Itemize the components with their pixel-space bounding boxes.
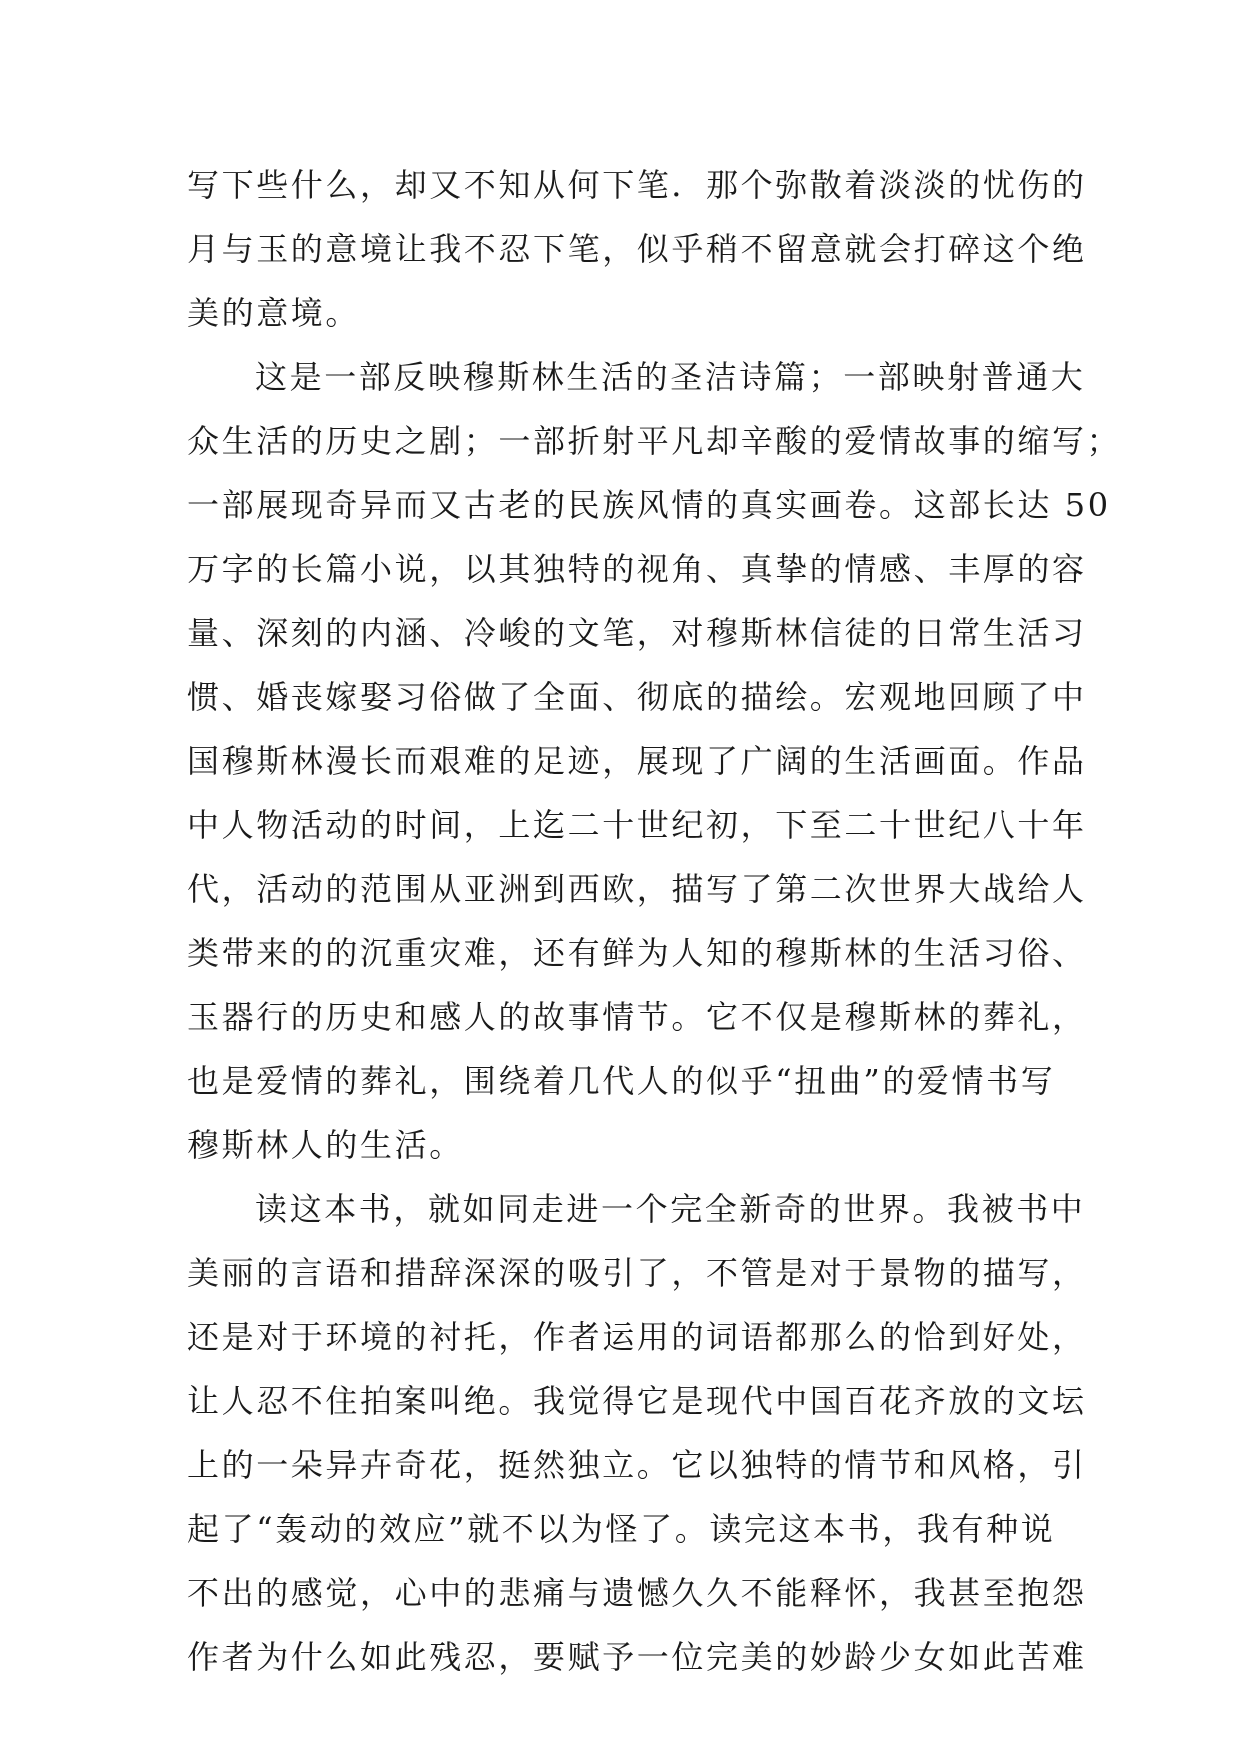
text-line: 美的意境。 [187, 294, 361, 332]
document-body [187, 153, 1122, 1689]
text-line: 写下些什么，却又不知从何下笔．那个弥散着淡淡的忧伤的 [187, 166, 1087, 204]
text-line: 国穆斯林漫长而艰难的足迹，展现了广阔的生活画面。作品 [187, 742, 1087, 780]
text-line: 穆斯林人的生活。 [187, 1126, 464, 1164]
text-line: 万字的长篇小说，以其独特的视角、真挚的情感、丰厚的容 [187, 550, 1087, 588]
text-line: 作者为什么如此残忍，要赋予一位完美的妙龄少女如此苦难 [187, 1638, 1087, 1676]
paragraph [187, 345, 1122, 1177]
text-line: 读这本书，就如同走进一个完全新奇的世界。我被书中 [255, 1190, 1086, 1228]
paragraph [187, 153, 1087, 345]
text-line: 这是一部反映穆斯林生活的圣洁诗篇；一部映射普通大 [255, 358, 1086, 396]
text-line: 惯、婚丧嫁娶习俗做了全面、彻底的描绘。宏观地回顾了中 [187, 678, 1087, 716]
text-line: 众生活的历史之剧；一部折射平凡却辛酸的爱情故事的缩写； [187, 422, 1122, 460]
text-line: 起了“轰动的效应”就不以为怪了。读完这本书，我有种说 [187, 1510, 1056, 1548]
text-line: 一部展现奇异而又古老的民族风情的真实画卷。这部长达 50 [187, 486, 1111, 524]
text-line: 也是爱情的葬礼，围绕着几代人的似乎“扭曲”的爱情书写 [187, 1062, 1056, 1100]
text-line: 不出的感觉，心中的悲痛与遗憾久久不能释怀，我甚至抱怨 [187, 1574, 1087, 1612]
text-line: 类带来的的沉重灾难，还有鲜为人知的穆斯林的生活习俗、 [187, 934, 1087, 972]
text-line: 上的一朵异卉奇花，挺然独立。它以独特的情节和风格，引 [187, 1446, 1087, 1484]
text-line: 让人忍不住拍案叫绝。我觉得它是现代中国百花齐放的文坛 [187, 1382, 1087, 1420]
text-line: 还是对于环境的衬托，作者运用的词语都那么的恰到好处， [187, 1318, 1087, 1356]
text-line: 玉器行的历史和感人的故事情节。它不仅是穆斯林的葬礼， [187, 998, 1087, 1036]
text-line: 月与玉的意境让我不忍下笔，似乎稍不留意就会打碎这个绝 [187, 230, 1087, 268]
text-line: 代，活动的范围从亚洲到西欧，描写了第二次世界大战给人 [187, 870, 1087, 908]
text-line: 量、深刻的内涵、冷峻的文笔，对穆斯林信徒的日常生活习 [187, 614, 1087, 652]
text-line: 中人物活动的时间，上迄二十世纪初，下至二十世纪八十年 [187, 806, 1087, 844]
paragraph [187, 1177, 1087, 1689]
text-line: 美丽的言语和措辞深深的吸引了，不管是对于景物的描写， [187, 1254, 1087, 1292]
